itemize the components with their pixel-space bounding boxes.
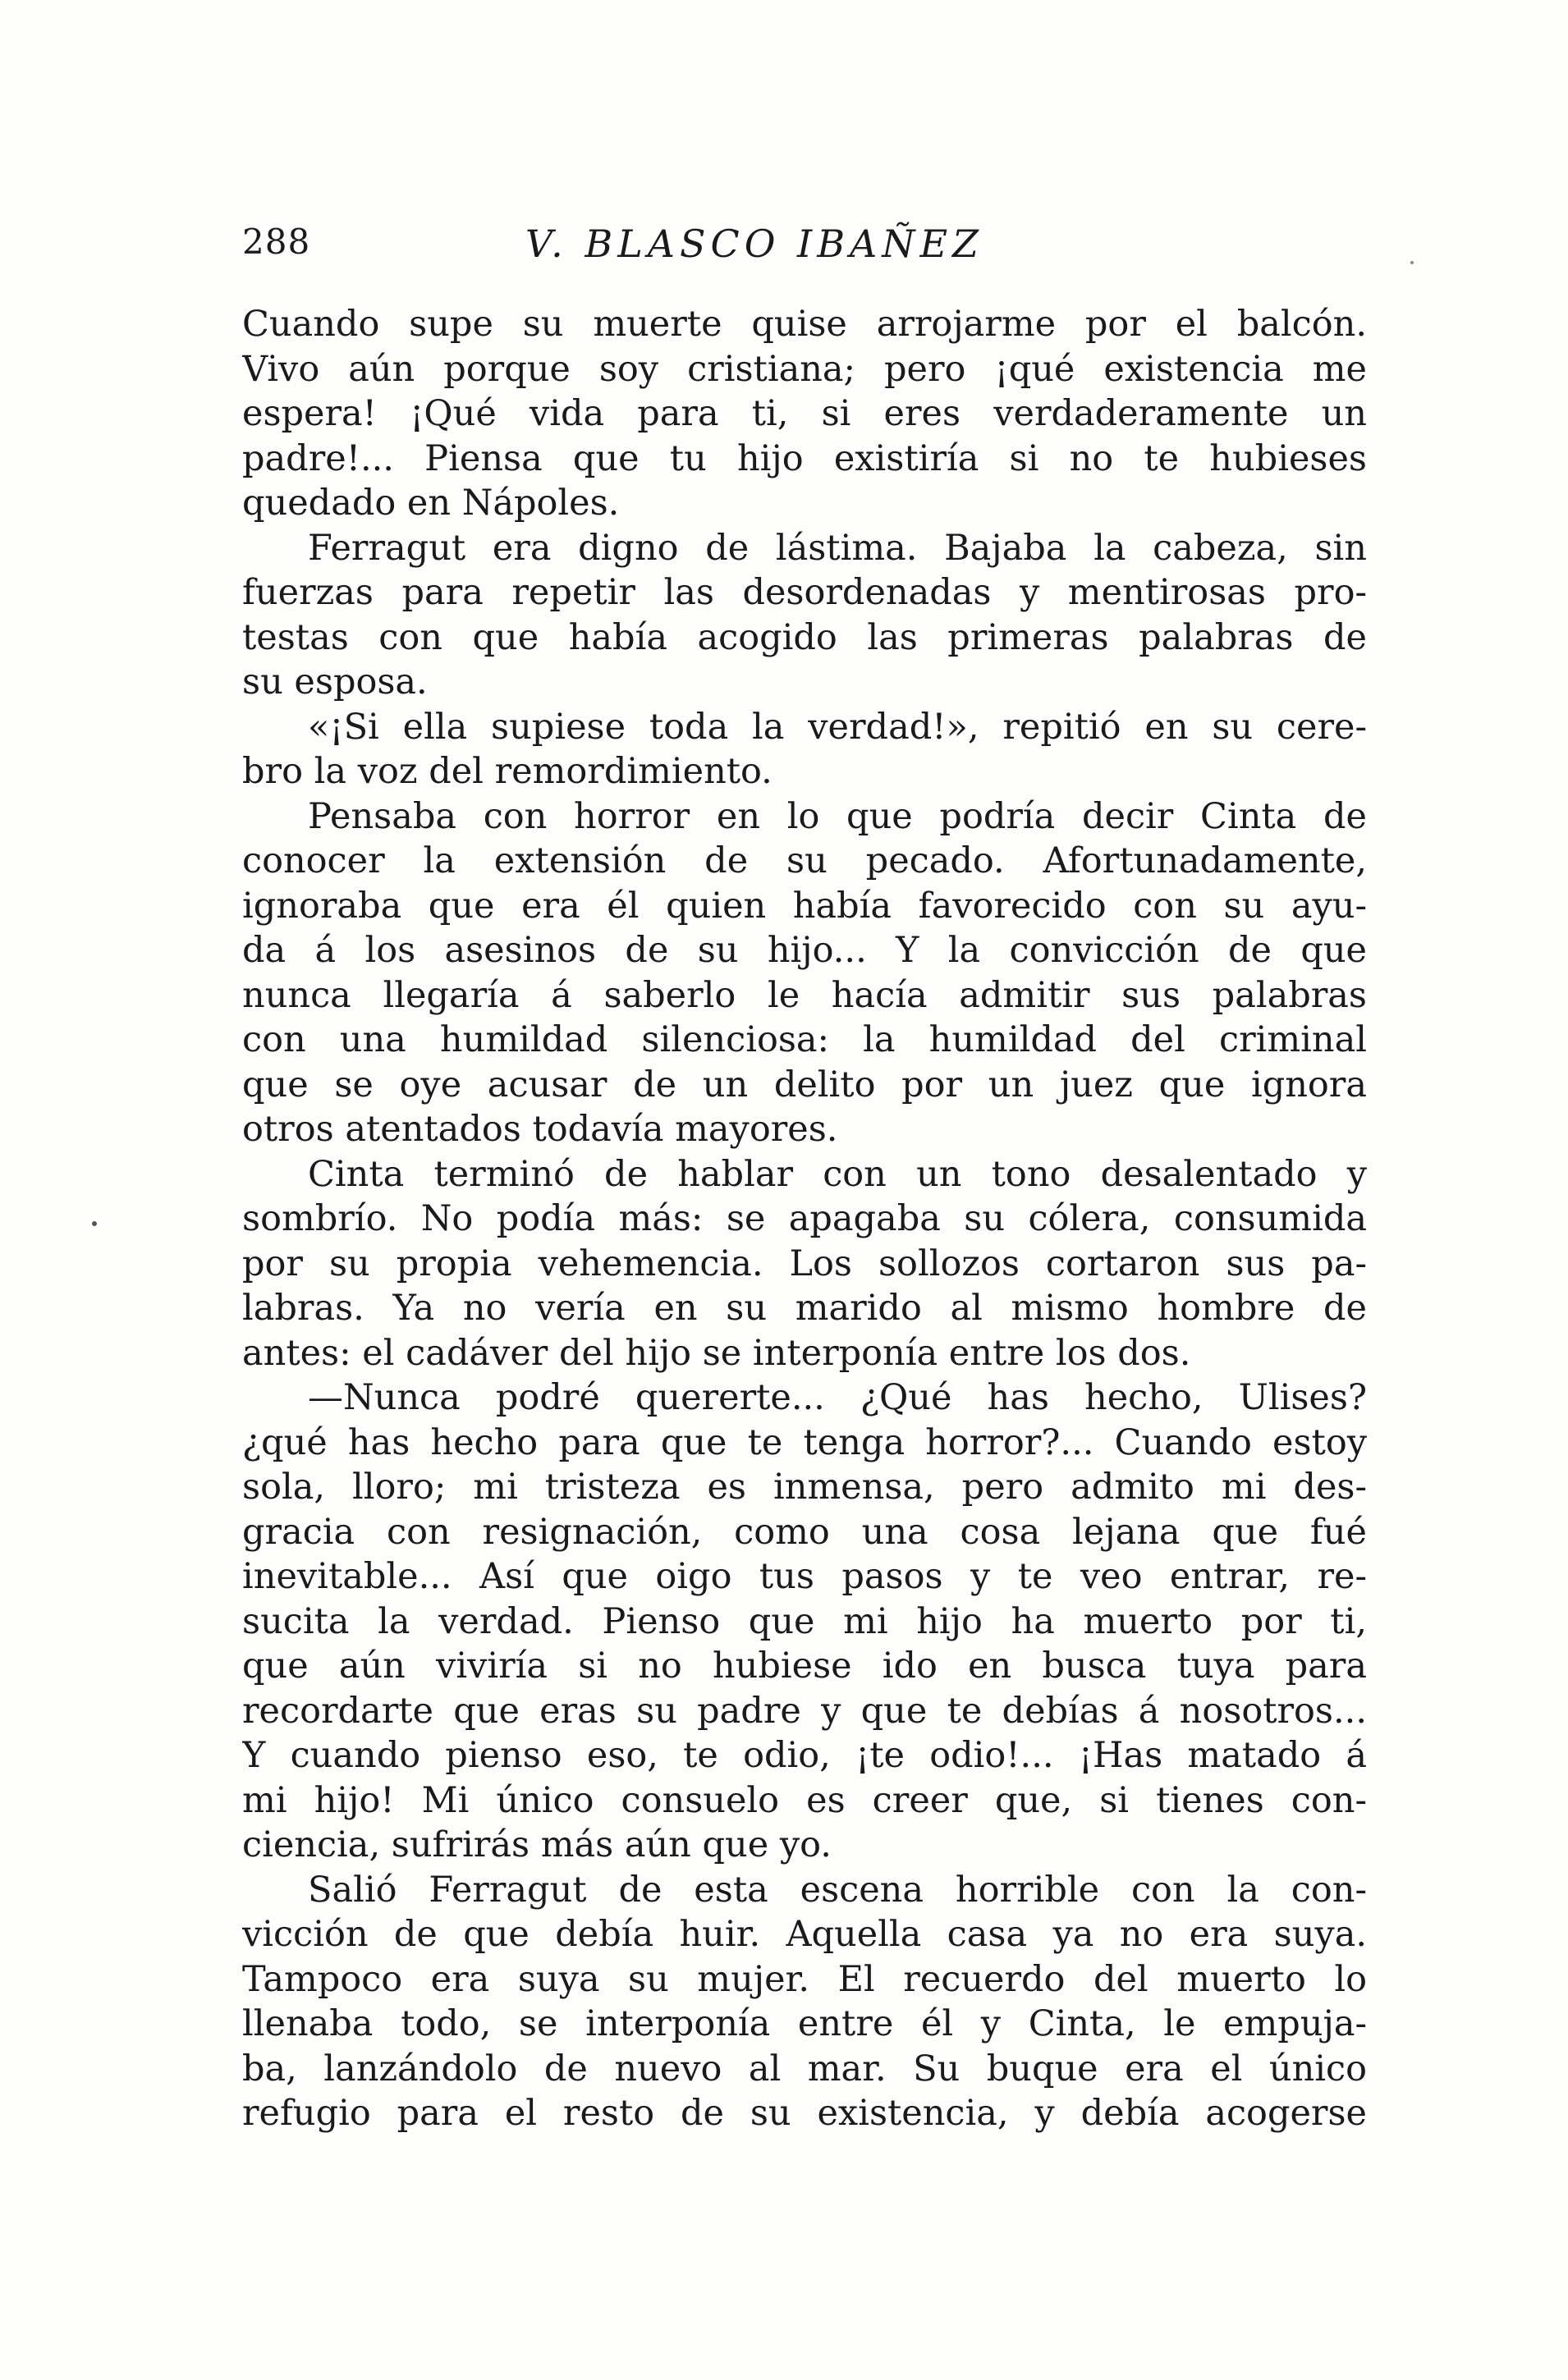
text-line: quedado en Nápoles. [242, 483, 620, 524]
text-line: sucita la verdad. Pienso que mi hijo ha muerto por ti, [242, 1600, 1367, 1642]
text-line: conocer la extensión de su pecado. Afortunadamente, [242, 840, 1367, 881]
text-line: sombrío. No podía más: se apagaba su cólera, consumida [242, 1198, 1367, 1239]
text-line: labras. Ya no vería en su marido al mismo hombre de [242, 1288, 1367, 1329]
text-line: sola, lloro; mi tristeza es inmensa, pero admito mi des- [242, 1467, 1367, 1508]
text-line: inevitable... Así que oigo tus pasos y te veo entrar, re- [242, 1556, 1367, 1597]
print-speck [92, 1221, 97, 1226]
text-line: antes: el cadáver del hijo se interponía entre los dos. [242, 1332, 1191, 1374]
text-line: ignoraba que era él quien había favorecido con su ayu- [242, 885, 1367, 927]
text-line: vicción de que debía huir. Aquella casa ya no era suya. [242, 1914, 1367, 1955]
text-line: por su propia vehemencia. Los sollozos cortaron sus pa- [242, 1243, 1367, 1284]
page-number: 288 [242, 222, 311, 262]
text-line: da á los asesinos de su hijo... Y la convicción de que [242, 930, 1367, 971]
text-line: espera! ¡Qué vida para ti, si eres verdaderamente un [242, 393, 1367, 434]
text-line: llenaba todo, se interponía entre él y Cinta, le empuja- [242, 2003, 1367, 2044]
text-line: gracia con resignación, como una cosa lejana que fué [242, 1511, 1367, 1553]
text-line: con una humildad silenciosa: la humildad del criminal [242, 1019, 1367, 1060]
text-line: —Nunca podré quererte... ¿Qué has hecho, Ulises? [308, 1377, 1367, 1418]
text-line: ¿qué has hecho para que te tenga horror?... Cuando estoy [242, 1421, 1367, 1463]
text-line: bro la voz del remordimiento. [242, 751, 773, 792]
text-line: ba, lanzándolo de nuevo al mar. Su buque era el único [242, 2048, 1367, 2089]
body-text [242, 302, 1367, 2136]
text-line: Pensaba con horror en lo que podría decir Cinta de [308, 795, 1367, 837]
text-line: que aún viviría si no hubiese ido en busca tuya para [242, 1645, 1367, 1687]
text-line: Salió Ferragut de esta escena horrible con la con- [308, 1869, 1367, 1911]
text-line: refugio para el resto de su existencia, y debía acogerse [242, 2093, 1367, 2134]
text-line: ciencia, sufrirás más aún que yo. [242, 1824, 832, 1865]
text-line: fuerzas para repetir las desordenadas y mentirosas pro- [242, 572, 1367, 613]
text-line: Ferragut era digno de lástima. Bajaba la cabeza, sin [308, 527, 1367, 569]
text-line: Cinta terminó de hablar con un tono desalentado y [308, 1153, 1367, 1195]
text-line: su esposa. [242, 661, 428, 703]
page-header [242, 222, 1375, 279]
text-line: otros atentados todavía mayores. [242, 1109, 838, 1150]
text-line: recordarte que eras su padre y que te debías á nosotros... [242, 1690, 1367, 1732]
text-line: nunca llegaría á saberlo le hacía admitir sus palabras [242, 974, 1367, 1016]
text-line: Tampoco era suya su mujer. El recuerdo del muerto lo [242, 1958, 1367, 2000]
text-line: «¡Si ella supiese toda la verdad!», repitió en su cere- [308, 706, 1367, 748]
text-line: Cuando supe su muerte quise arrojarme por el balcón. [242, 304, 1367, 345]
text-line: padre!... Piensa que tu hijo existiría si no te hubieses [242, 437, 1367, 479]
running-head: V. BLASCO IBAÑEZ [525, 222, 984, 266]
text-line: Y cuando pienso eso, te odio, ¡te odio!... ¡Has matado á [242, 1735, 1367, 1776]
text-line: mi hijo! Mi único consuelo es creer que, si tienes con- [242, 1779, 1367, 1821]
text-line: Vivo aún porque soy cristiana; pero ¡qué existencia me [242, 348, 1367, 390]
text-line: testas con que había acogido las primeras palabras de [242, 616, 1367, 658]
print-speck [1410, 261, 1414, 264]
text-line: que se oye acusar de un delito por un juez que ignora [242, 1064, 1367, 1105]
